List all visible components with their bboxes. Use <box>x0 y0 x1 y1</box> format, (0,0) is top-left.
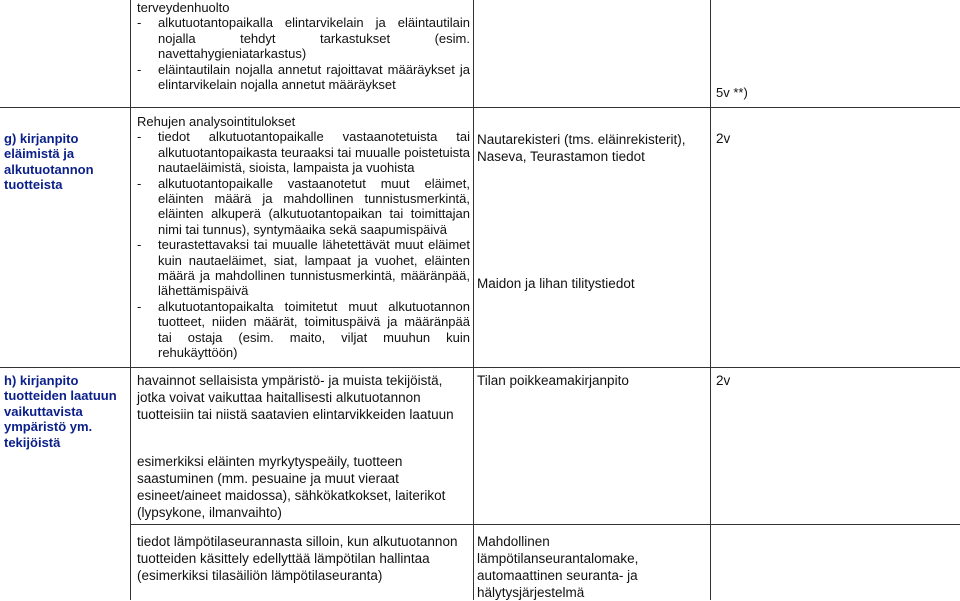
row-divider <box>0 107 960 108</box>
description-intro: Rehujen analysointitulokset <box>137 114 296 129</box>
list-item <box>137 129 470 175</box>
list-item-text: alkutuotantopaikalle vastaanotetut muut eläimet, eläinten määrä ja mahdollinen tunnistusmerkintä, eläinten alkuperä (alkutuotantopaikan tai toimittajan nimi tai tunnus), syntymäaika sekä saapumispäivä <box>158 175 470 237</box>
column-divider <box>710 0 711 600</box>
list-item <box>137 176 470 238</box>
item-dash: - <box>137 175 142 191</box>
row-h-description-1: havainnot sellaisista ympäristö- ja muista tekijöistä, jotka voivat vaikuttaa haitallisesti alkutuotannon tuotteisiin tai niistä saatavien elintarvikkeiden laatuun <box>137 373 454 422</box>
row-h-retention: 2v <box>716 373 731 388</box>
row-h-source: Tilan poikkeamakirjanpito <box>477 373 629 388</box>
row-h-heading: h) kirjanpito tuotteiden laatuun vaikuttavista ympäristö ym. tekijöistä <box>4 373 117 450</box>
row-g-retention: 2v <box>716 131 731 146</box>
row-i-source: Mahdollinen lämpötilanseurantalomake, automaattinen seuranta- ja hälytysjärjestelmä <box>477 534 639 600</box>
item-dash: - <box>137 15 142 31</box>
list-item <box>137 299 470 361</box>
row-divider <box>130 524 960 525</box>
row-divider <box>0 367 960 368</box>
row-g-source-2: Maidon ja lihan tilitystiedot <box>477 276 635 291</box>
item-dash: - <box>137 298 142 314</box>
list-item-text: alkutuotantopaikalta toimitetut muut alkutuotannon tuotteet, niiden määrät, toimituspäivä ja määränpää tai ostaja (esim. maito, viljat muuhun kuin rehukäyttöön) <box>158 298 470 361</box>
row-h-description-2: esimerkiksi eläinten myrkytyspeäily, tuotteen saastuminen (mm. pesuaine ja muut vieraat esineet/aineet maidossa), sähkökatkokset, laiterikot (lypsykone, ilmanvaihto) <box>137 454 446 520</box>
list-item <box>137 237 470 299</box>
row-i-description: tiedot lämpötilaseurannasta silloin, kun alkutuotannon tuotteiden käsittely edellyttää lämpötilan hallintaa (esimerkiksi tilasäiliön lämpötilaseuranta) <box>137 534 458 583</box>
top-line: terveydenhuolto <box>137 0 230 15</box>
row-g-heading: g) kirjanpito eläimistä ja alkutuotannon tuotteista <box>4 131 94 193</box>
column-divider <box>473 0 474 600</box>
list-item-text: tiedot alkutuotantopaikalle vastaanotetuista tai alkutuotantopaikasta teuraaksi tai muualle poistetuista nautaeläimistä, sioista, lampaista ja vuohista <box>158 129 470 176</box>
item-dash: - <box>137 61 142 77</box>
top-retention: 5v **) <box>716 85 748 100</box>
row-g-source-1: Nautarekisteri (tms. eläinrekisterit), Naseva, Teurastamon tiedot <box>477 132 686 164</box>
list-item-text: teurastettavaksi tai muualle lähetettävät muut eläimet kuin nautaeläimet, siat, lampaat ja vuohet, eläinten määrä ja mahdollinen tunnistusmerkintä, määränpää, lähettämispäivä <box>158 237 470 299</box>
row-g-description <box>137 114 470 361</box>
top-description <box>137 0 470 92</box>
item-dash: - <box>137 129 142 145</box>
item-dash: - <box>137 237 142 253</box>
list-item-text: eläintautilain nojalla annetut rajoittavat määräykset ja elintarvikelain nojalla annetut määräykset <box>158 61 470 93</box>
column-divider <box>130 0 131 600</box>
list-item-text: alkutuotantopaikalla elintarvikelain ja eläintautilain nojalla tehdyt tarkastukset (esim. navettahygieniatarkastus) <box>158 15 470 62</box>
list-item <box>137 15 470 61</box>
list-item <box>137 62 470 93</box>
